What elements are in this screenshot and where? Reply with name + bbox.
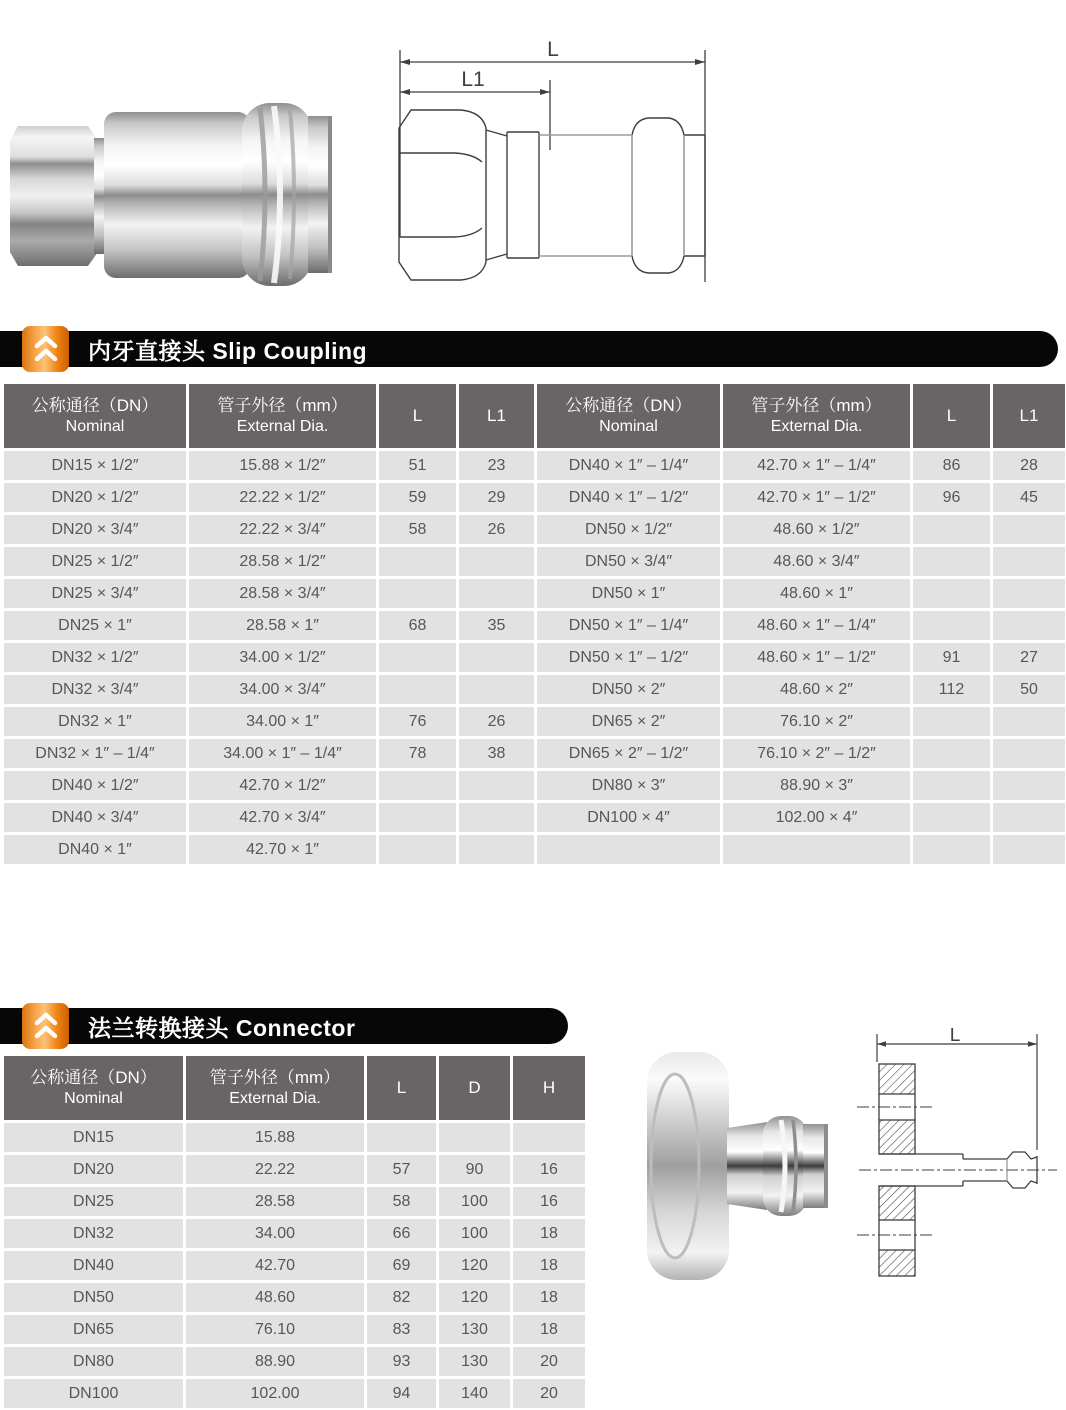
- table-cell: 120: [439, 1251, 510, 1280]
- table-cell: [379, 579, 456, 608]
- table-cell: DN32 × 1/2″: [4, 643, 186, 672]
- table-cell: [379, 835, 456, 864]
- header-h: H: [542, 1077, 556, 1097]
- table-cell: DN50 × 1″ – 1/4″: [537, 611, 720, 640]
- table-cell: [459, 835, 534, 864]
- table-cell: 16: [513, 1187, 585, 1216]
- table-cell: 28: [993, 451, 1065, 480]
- slip-coupling-dimension-drawing: [385, 32, 725, 290]
- table-cell: 90: [439, 1155, 510, 1184]
- table-cell: DN65 × 2″: [537, 707, 720, 736]
- column-header-external-dia: [186, 1056, 364, 1120]
- table-cell: DN50 × 1″: [537, 579, 720, 608]
- table-cell: 28.58 × 1/2″: [189, 547, 376, 576]
- table-cell: 34.00 × 1/2″: [189, 643, 376, 672]
- table-cell: [379, 675, 456, 704]
- column-header-L: [367, 1056, 436, 1120]
- table-cell: [913, 739, 990, 768]
- table-cell: [439, 1123, 510, 1152]
- table-cell: 76.10 × 2″: [723, 707, 910, 736]
- header-dia-zh: 管子外径（mm）: [751, 395, 882, 415]
- slip-coupling-section-banner: [0, 331, 1058, 367]
- connector-photo: [635, 1048, 840, 1283]
- table-cell: [993, 611, 1065, 640]
- slip-coupling-photo: [8, 98, 334, 290]
- table-cell: 68: [379, 611, 456, 640]
- header-l1: L1: [1019, 405, 1039, 425]
- table-cell: 88.90: [186, 1347, 364, 1376]
- table-cell: 34.00 × 3/4″: [189, 675, 376, 704]
- table-cell: 42.70 × 1/2″: [189, 771, 376, 800]
- table-cell: [913, 771, 990, 800]
- connector-photo-art: [635, 1048, 840, 1283]
- table-cell: 38: [459, 739, 534, 768]
- table-cell: DN65 × 2″ – 1/2″: [537, 739, 720, 768]
- table-cell: 102.00 × 4″: [723, 803, 910, 832]
- table-cell: 59: [379, 483, 456, 512]
- connector-dimension-drawing: [855, 1028, 1060, 1283]
- table-cell: 86: [913, 451, 990, 480]
- dimension-label-L: L: [949, 1028, 961, 1046]
- table-cell: 48.60 × 1″ – 1/4″: [723, 611, 910, 640]
- table-cell: 18: [513, 1315, 585, 1344]
- table-cell: 16: [513, 1155, 585, 1184]
- header-dia-zh: 管子外径（mm）: [209, 1067, 341, 1087]
- connector-spec-table: [4, 1056, 585, 1408]
- table-cell: DN50 × 1/2″: [537, 515, 720, 544]
- table-cell: 69: [367, 1251, 436, 1280]
- table-cell: 42.70 × 1″: [189, 835, 376, 864]
- header-l: L: [396, 1077, 407, 1097]
- table-cell: 76.10 × 2″ – 1/2″: [723, 739, 910, 768]
- table-cell: 15.88: [186, 1123, 364, 1152]
- table-cell: 45: [993, 483, 1065, 512]
- table-cell: 26: [459, 515, 534, 544]
- header-d: D: [468, 1077, 481, 1097]
- table-cell: [993, 835, 1065, 864]
- table-cell: DN40 × 3/4″: [4, 803, 186, 832]
- header-nominal-en: Nominal: [64, 1089, 123, 1107]
- header-dia-en: External Dia.: [236, 417, 329, 435]
- slip-coupling-spec-table: [4, 384, 1065, 864]
- table-cell: 42.70 × 1″ – 1/4″: [723, 451, 910, 480]
- table-cell: [537, 835, 720, 864]
- header-dia-en: External Dia.: [229, 1089, 321, 1107]
- table-cell: DN25 × 3/4″: [4, 579, 186, 608]
- table-cell: 20: [513, 1379, 585, 1408]
- table-cell: 112: [913, 675, 990, 704]
- table-cell: 34.00: [186, 1219, 364, 1248]
- header-dia-en: External Dia.: [770, 417, 863, 435]
- table-cell: DN40 × 1/2″: [4, 771, 186, 800]
- column-header-nominal: [4, 384, 186, 448]
- chevron-up-icon: [22, 1003, 69, 1049]
- column-header-L: [913, 384, 990, 448]
- column-header-external-dia: [189, 384, 376, 448]
- table-cell: 15.88 × 1/2″: [189, 451, 376, 480]
- table-cell: 58: [367, 1187, 436, 1216]
- table-cell: 34.00 × 1″ – 1/4″: [189, 739, 376, 768]
- table-cell: DN40 × 1″: [4, 835, 186, 864]
- table-cell: 23: [459, 451, 534, 480]
- header-l: L: [412, 405, 423, 425]
- table-cell: DN40 × 1″ – 1/2″: [537, 483, 720, 512]
- table-cell: 96: [913, 483, 990, 512]
- table-cell: DN40: [4, 1251, 183, 1280]
- connector-drawing-art: [855, 1028, 1060, 1283]
- table-cell: DN100: [4, 1379, 183, 1408]
- table-cell: 18: [513, 1283, 585, 1312]
- table-cell: [993, 579, 1065, 608]
- table-cell: 48.60 × 3/4″: [723, 547, 910, 576]
- table-cell: 34.00 × 1″: [189, 707, 376, 736]
- table-cell: DN20 × 1/2″: [4, 483, 186, 512]
- column-header-external-dia: [723, 384, 910, 448]
- table-cell: [913, 579, 990, 608]
- table-cell: [379, 803, 456, 832]
- table-cell: 22.22: [186, 1155, 364, 1184]
- slip-coupling-photo-art: [8, 98, 334, 290]
- table-cell: DN40 × 1″ – 1/4″: [537, 451, 720, 480]
- table-cell: 48.60: [186, 1283, 364, 1312]
- header-nominal-en: Nominal: [65, 417, 125, 435]
- table-cell: DN20: [4, 1155, 183, 1184]
- table-cell: 48.60 × 2″: [723, 675, 910, 704]
- table-cell: 94: [367, 1379, 436, 1408]
- header-nominal-zh: 公称通径（DN）: [30, 1067, 157, 1087]
- table-cell: DN50 × 2″: [537, 675, 720, 704]
- double-chevron-up-glyph: [32, 1011, 60, 1041]
- table-cell: [513, 1123, 585, 1152]
- header-nominal-zh: 公称通径（DN）: [565, 395, 692, 415]
- column-header-L1: [993, 384, 1065, 448]
- column-header-L1: [459, 384, 534, 448]
- table-cell: 18: [513, 1251, 585, 1280]
- table-cell: 35: [459, 611, 534, 640]
- table-cell: 88.90 × 3″: [723, 771, 910, 800]
- table-cell: DN80 × 3″: [537, 771, 720, 800]
- table-cell: [993, 547, 1065, 576]
- table-cell: DN50: [4, 1283, 183, 1312]
- table-cell: 130: [439, 1315, 510, 1344]
- table-cell: [459, 675, 534, 704]
- table-cell: 48.60 × 1″: [723, 579, 910, 608]
- column-header-L: [379, 384, 456, 448]
- table-cell: DN15: [4, 1123, 183, 1152]
- table-cell: 28.58 × 3/4″: [189, 579, 376, 608]
- table-cell: 100: [439, 1187, 510, 1216]
- table-cell: DN32: [4, 1219, 183, 1248]
- table-cell: [913, 611, 990, 640]
- table-cell: 50: [993, 675, 1065, 704]
- table-cell: 83: [367, 1315, 436, 1344]
- table-cell: 42.70 × 3/4″: [189, 803, 376, 832]
- column-header-nominal: [537, 384, 720, 448]
- table-cell: DN25: [4, 1187, 183, 1216]
- table-cell: 48.60 × 1″ – 1/2″: [723, 643, 910, 672]
- table-cell: DN25 × 1/2″: [4, 547, 186, 576]
- table-cell: [913, 707, 990, 736]
- table-cell: DN25 × 1″: [4, 611, 186, 640]
- column-header-D: [439, 1056, 510, 1120]
- table-cell: [459, 771, 534, 800]
- table-cell: 76.10: [186, 1315, 364, 1344]
- dimension-label-L1: L1: [461, 68, 485, 91]
- table-cell: DN32 × 1″ – 1/4″: [4, 739, 186, 768]
- table-cell: [993, 771, 1065, 800]
- header-nominal-zh: 公称通径（DN）: [31, 395, 159, 415]
- table-cell: 78: [379, 739, 456, 768]
- table-cell: [379, 771, 456, 800]
- table-cell: DN65: [4, 1315, 183, 1344]
- table-cell: [913, 835, 990, 864]
- table-cell: 91: [913, 643, 990, 672]
- table-cell: 29: [459, 483, 534, 512]
- table-cell: 28.58 × 1″: [189, 611, 376, 640]
- table-cell: 27: [993, 643, 1065, 672]
- table-cell: 66: [367, 1219, 436, 1248]
- table-cell: DN32 × 3/4″: [4, 675, 186, 704]
- table-cell: [379, 547, 456, 576]
- table-cell: [459, 803, 534, 832]
- table-cell: 42.70 × 1″ – 1/2″: [723, 483, 910, 512]
- table-cell: [993, 515, 1065, 544]
- table-cell: 82: [367, 1283, 436, 1312]
- table-cell: 120: [439, 1283, 510, 1312]
- table-cell: [993, 707, 1065, 736]
- table-cell: DN15 × 1/2″: [4, 451, 186, 480]
- table-cell: 20: [513, 1347, 585, 1376]
- table-cell: 48.60 × 1/2″: [723, 515, 910, 544]
- table-cell: 26: [459, 707, 534, 736]
- table-cell: 51: [379, 451, 456, 480]
- table-cell: 100: [439, 1219, 510, 1248]
- dimension-label-L: L: [547, 38, 559, 61]
- table-cell: DN100 × 4″: [537, 803, 720, 832]
- column-header-H: [513, 1056, 585, 1120]
- table-cell: [379, 643, 456, 672]
- table-cell: 130: [439, 1347, 510, 1376]
- table-cell: 102.00: [186, 1379, 364, 1408]
- connector-section-banner: [0, 1008, 568, 1044]
- table-cell: [913, 515, 990, 544]
- double-chevron-up-glyph: [32, 334, 60, 364]
- table-cell: 18: [513, 1219, 585, 1248]
- table-cell: [459, 547, 534, 576]
- column-header-nominal: [4, 1056, 183, 1120]
- table-cell: [459, 643, 534, 672]
- table-cell: [459, 579, 534, 608]
- table-cell: 58: [379, 515, 456, 544]
- table-cell: DN50 × 1″ – 1/2″: [537, 643, 720, 672]
- table-cell: 28.58: [186, 1187, 364, 1216]
- table-cell: 22.22 × 1/2″: [189, 483, 376, 512]
- header-nominal-en: Nominal: [599, 417, 658, 435]
- table-cell: [993, 803, 1065, 832]
- header-dia-zh: 管子外径（mm）: [217, 395, 348, 415]
- table-cell: [913, 803, 990, 832]
- header-l: L: [946, 405, 957, 425]
- table-cell: [367, 1123, 436, 1152]
- table-cell: 140: [439, 1379, 510, 1408]
- table-cell: 42.70: [186, 1251, 364, 1280]
- table-cell: DN50 × 3/4″: [537, 547, 720, 576]
- section-title: 法兰转换接头 Connector: [88, 1014, 356, 1041]
- table-cell: DN20 × 3/4″: [4, 515, 186, 544]
- chevron-up-icon: [22, 326, 69, 372]
- table-cell: 76: [379, 707, 456, 736]
- table-cell: DN32 × 1″: [4, 707, 186, 736]
- table-cell: [723, 835, 910, 864]
- table-cell: 93: [367, 1347, 436, 1376]
- header-l1: L1: [487, 405, 506, 425]
- section-title: 内牙直接头 Slip Coupling: [88, 337, 368, 364]
- slip-coupling-drawing-art: [385, 32, 725, 290]
- table-cell: [913, 547, 990, 576]
- table-cell: 57: [367, 1155, 436, 1184]
- table-cell: 22.22 × 3/4″: [189, 515, 376, 544]
- table-cell: [993, 739, 1065, 768]
- table-cell: DN80: [4, 1347, 183, 1376]
